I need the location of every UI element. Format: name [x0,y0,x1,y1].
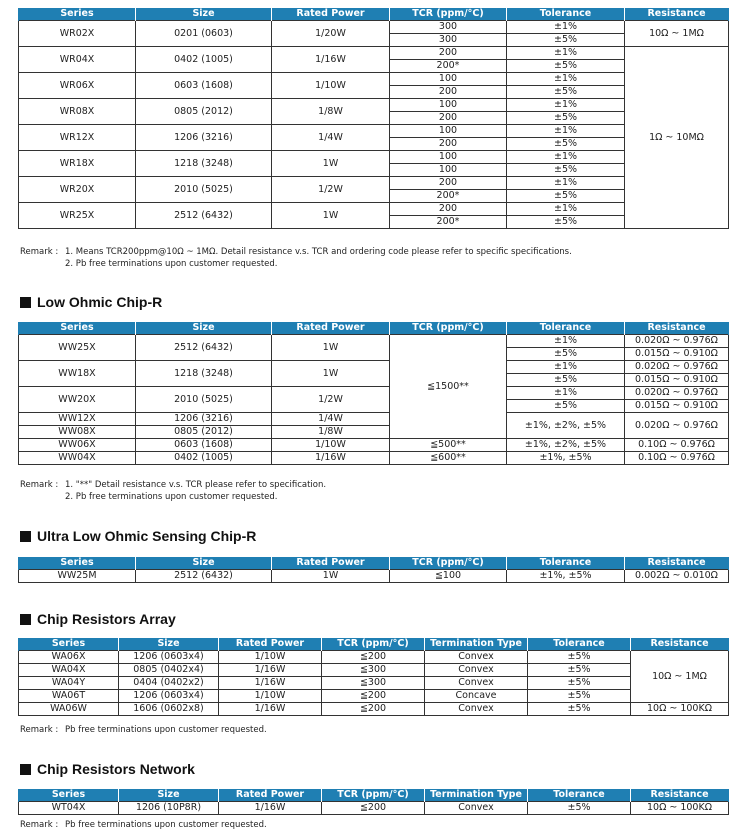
table-row [19,99,729,112]
cell-power: 1/16W [219,664,322,677]
cell-tolerance: ±5% [528,703,631,716]
square-bullet-icon [20,297,31,308]
cell-tcr: 100 [390,164,507,177]
cell-power: 1W [272,151,390,177]
cell-tcr: ≦200 [322,703,425,716]
col-series: Series [19,789,119,802]
cell-tolerance: ±5% [507,112,625,125]
cell-tcr: 200 [390,203,507,216]
cell-resistance: 0.10Ω ~ 0.976Ω [625,439,729,452]
table-row [19,452,729,465]
cell-size: 0201 (0603) [136,21,272,47]
cell-tolerance: ±1% [507,151,625,164]
cell-tcr: 200* [390,216,507,229]
table-row [19,361,729,374]
cell-tolerance: ±5% [507,164,625,177]
cell-power: 1/4W [272,413,390,426]
cell-size: 0402 (1005) [136,47,272,73]
table-row [19,677,729,690]
col-series: Series [19,638,119,651]
cell-series: WW18X [19,361,136,387]
col-size: Size [119,638,219,651]
cell-tcr: 200 [390,86,507,99]
cell-series: WR04X [19,47,136,73]
section-title-low-ohmic: Low Ohmic Chip-R [20,294,162,310]
cell-series: WA06X [19,651,119,664]
col-tolerance: Tolerance [507,322,625,335]
cell-power: 1/16W [219,677,322,690]
cell-tolerance: ±5% [507,34,625,47]
section-title-array: Chip Resistors Array [20,611,176,627]
cell-series: WR25X [19,203,136,229]
cell-resistance: 0.020Ω ~ 0.976Ω [625,413,729,439]
remark-label: Remark : [20,820,59,830]
cell-tcr: ≦200 [322,690,425,703]
cell-size: 0402 (1005) [136,452,272,465]
cell-tolerance: ±5% [528,664,631,677]
cell-tolerance: ±5% [528,651,631,664]
cell-tolerance: ±5% [528,802,631,815]
col-tcr: TCR (ppm/°C) [322,638,425,651]
cell-series: WR12X [19,125,136,151]
cell-resistance: 0.015Ω ~ 0.910Ω [625,374,729,387]
table-row [19,690,729,703]
cell-tolerance: ±1% [507,99,625,112]
col-power: Rated Power [219,789,322,802]
table-row [19,151,729,164]
cell-size: 0404 (0402x2) [119,677,219,690]
table-row [19,703,729,716]
col-tcr: TCR (ppm/°C) [390,8,507,21]
table-row [19,387,729,400]
cell-power: 1/10W [219,690,322,703]
remark-text: 2. Pb free terminations upon customer requested. [65,259,278,269]
cell-tolerance: ±1% [507,335,625,348]
remark-2 [20,479,326,503]
cell-series: WA06W [19,703,119,716]
cell-tolerance: ±5% [507,60,625,73]
cell-tolerance: ±5% [507,216,625,229]
col-size: Size [119,789,219,802]
col-termination: Termination Type [425,789,528,802]
ultra-low-ohmic-table [18,557,729,583]
cell-tcr: 100 [390,125,507,138]
cell-tolerance: ±5% [528,690,631,703]
cell-power: 1W [272,203,390,229]
table-row [19,570,729,583]
cell-series: WR08X [19,99,136,125]
cell-termination: Convex [425,664,528,677]
col-resistance: Resistance [631,789,729,802]
col-series: Series [19,8,136,21]
cell-tcr: 200* [390,60,507,73]
col-size: Size [136,8,272,21]
cell-size: 0805 (2012) [136,99,272,125]
cell-resistance: 0.015Ω ~ 0.910Ω [625,400,729,413]
cell-power: 1/16W [272,452,390,465]
low-ohmic-table [18,322,729,465]
cell-tolerance: ±5% [507,138,625,151]
cell-resistance: 0.020Ω ~ 0.976Ω [625,387,729,400]
table-row [19,125,729,138]
cell-power: 1/2W [272,177,390,203]
cell-tcr: 100 [390,151,507,164]
cell-size: 1606 (0602x8) [119,703,219,716]
cell-series: WR20X [19,177,136,203]
cell-termination: Convex [425,703,528,716]
cell-power: 1/2W [272,387,390,413]
cell-size: 1218 (3248) [136,361,272,387]
table-row [19,439,729,452]
table-row [19,335,729,348]
remark-text: 1. Means TCR200ppm@10Ω ~ 1MΩ. Detail resistance v.s. TCR and ordering code please refer to specific specifications. [65,247,572,257]
cell-resistance: 10Ω ~ 1MΩ [631,651,729,703]
cell-size: 1206 (0603x4) [119,651,219,664]
cell-series: WA04Y [19,677,119,690]
cell-series: WW25M [19,570,136,583]
cell-series: WW06X [19,439,136,452]
col-series: Series [19,557,136,570]
cell-resistance: 0.020Ω ~ 0.976Ω [625,361,729,374]
cell-power: 1/8W [272,99,390,125]
remark-text: Pb free terminations upon customer requested. [65,725,267,735]
cell-tolerance: ±1% [507,47,625,60]
cell-tolerance: ±1% [507,125,625,138]
cell-power: 1/16W [219,802,322,815]
table-row [19,413,729,426]
cell-size: 0805 (0402x4) [119,664,219,677]
table-header [19,789,729,802]
cell-size: 2010 (5025) [136,387,272,413]
cell-tolerance: ±1%, ±2%, ±5% [507,439,625,452]
cell-tcr: ≦300 [322,664,425,677]
cell-termination: Convex [425,677,528,690]
cell-size: 2512 (6432) [136,570,272,583]
cell-power: 1W [272,570,390,583]
col-resistance: Resistance [631,638,729,651]
col-size: Size [136,557,272,570]
col-tolerance: Tolerance [507,557,625,570]
col-resistance: Resistance [625,8,729,21]
col-resistance: Resistance [625,557,729,570]
cell-resistance: 0.002Ω ~ 0.010Ω [625,570,729,583]
cell-series: WT04X [19,802,119,815]
remark-label: Remark : [20,480,59,490]
col-tolerance: Tolerance [507,8,625,21]
cell-tcr: 200* [390,190,507,203]
col-tolerance: Tolerance [528,638,631,651]
chip-r-table [18,8,729,229]
cell-tolerance: ±1% [507,387,625,400]
col-tolerance: Tolerance [528,789,631,802]
col-power: Rated Power [219,638,322,651]
cell-resistance: 10Ω ~ 100KΩ [631,703,729,716]
col-tcr: TCR (ppm/°C) [390,557,507,570]
cell-tolerance: ±5% [507,400,625,413]
cell-size: 2512 (6432) [136,335,272,361]
cell-termination: Concave [425,690,528,703]
cell-tolerance: ±5% [507,348,625,361]
col-power: Rated Power [272,322,390,335]
cell-tcr: ≦500** [390,439,507,452]
cell-power: 1/10W [272,73,390,99]
col-tcr: TCR (ppm/°C) [322,789,425,802]
cell-tolerance: ±1%, ±5% [507,452,625,465]
table-header [19,322,729,335]
cell-tcr: ≦600** [390,452,507,465]
cell-size: 1206 (3216) [136,413,272,426]
cell-tcr: 300 [390,34,507,47]
remark-5 [20,819,267,831]
cell-power: 1/20W [272,21,390,47]
cell-tolerance: ±1% [507,73,625,86]
table-header [19,638,729,651]
cell-tolerance: ±1% [507,361,625,374]
cell-series: WR06X [19,73,136,99]
table-header [19,557,729,570]
cell-size: 2512 (6432) [136,203,272,229]
cell-power: 1W [272,335,390,361]
cell-resistance: 1Ω ~ 10MΩ [625,47,729,229]
cell-tolerance: ±5% [507,190,625,203]
remark-1 [20,246,572,270]
table-row [19,664,729,677]
cell-resistance: 0.015Ω ~ 0.910Ω [625,348,729,361]
cell-tcr: ≦200 [322,802,425,815]
square-bullet-icon [20,531,31,542]
cell-power: 1/10W [272,439,390,452]
col-power: Rated Power [272,8,390,21]
cell-tcr: 300 [390,21,507,34]
cell-tolerance: ±5% [507,86,625,99]
table-row [19,651,729,664]
cell-tcr: 200 [390,138,507,151]
cell-resistance: 10Ω ~ 1MΩ [625,21,729,47]
cell-size: 0603 (1608) [136,439,272,452]
cell-termination: Convex [425,651,528,664]
cell-series: WR18X [19,151,136,177]
cell-power: 1/10W [219,651,322,664]
cell-tolerance: ±5% [507,374,625,387]
cell-resistance: 10Ω ~ 100KΩ [631,802,729,815]
remark-label: Remark : [20,725,59,735]
cell-power: 1/16W [219,703,322,716]
array-table [18,638,729,716]
section-title-ultra-low-ohmic: Ultra Low Ohmic Sensing Chip-R [20,528,256,544]
col-termination: Termination Type [425,638,528,651]
square-bullet-icon [20,614,31,625]
cell-power: 1/8W [272,426,390,439]
network-table [18,789,729,815]
col-power: Rated Power [272,557,390,570]
cell-resistance: 0.020Ω ~ 0.976Ω [625,335,729,348]
cell-tcr: 100 [390,99,507,112]
col-resistance: Resistance [625,322,729,335]
cell-resistance: 0.10Ω ~ 0.976Ω [625,452,729,465]
cell-tcr: 100 [390,73,507,86]
cell-size: 2010 (5025) [136,177,272,203]
cell-tcr: 200 [390,47,507,60]
cell-series: WA06T [19,690,119,703]
remark-text: 2. Pb free terminations upon customer requested. [65,492,278,502]
table-header [19,8,729,21]
cell-power: 1/4W [272,125,390,151]
cell-size: 0603 (1608) [136,73,272,99]
cell-tcr: ≦1500** [390,335,507,439]
cell-series: WA04X [19,664,119,677]
cell-power: 1W [272,361,390,387]
cell-tolerance: ±1% [507,177,625,190]
cell-tcr: ≦100 [390,570,507,583]
square-bullet-icon [20,764,31,775]
cell-termination: Convex [425,802,528,815]
remark-4 [20,724,267,736]
table-row [19,203,729,216]
cell-size: 1206 (3216) [136,125,272,151]
section-title-network: Chip Resistors Network [20,761,195,777]
cell-tcr: 200 [390,112,507,125]
cell-power: 1/16W [272,47,390,73]
remark-text: 1. "**" Detail resistance v.s. TCR please refer to specification. [65,480,327,490]
table-row [19,177,729,190]
cell-size: 0805 (2012) [136,426,272,439]
table-row [19,21,729,34]
cell-series: WW12X [19,413,136,426]
cell-series: WR02X [19,21,136,47]
cell-size: 1206 (10P8R) [119,802,219,815]
cell-size: 1218 (3248) [136,151,272,177]
table-row [19,47,729,60]
cell-series: WW20X [19,387,136,413]
remark-label: Remark : [20,247,59,257]
table-row [19,73,729,86]
cell-tolerance: ±1% [507,203,625,216]
cell-tolerance: ±1%, ±5% [507,570,625,583]
cell-size: 1206 (0603x4) [119,690,219,703]
table-row [19,802,729,815]
cell-series: WW25X [19,335,136,361]
remark-text: Pb free terminations upon customer requested. [65,820,267,830]
cell-series: WW08X [19,426,136,439]
cell-tolerance: ±1% [507,21,625,34]
cell-tcr: ≦300 [322,677,425,690]
col-size: Size [136,322,272,335]
cell-tolerance: ±1%, ±2%, ±5% [507,413,625,439]
col-tcr: TCR (ppm/°C) [390,322,507,335]
cell-tolerance: ±5% [528,677,631,690]
cell-tcr: 200 [390,177,507,190]
col-series: Series [19,322,136,335]
cell-series: WW04X [19,452,136,465]
cell-tcr: ≦200 [322,651,425,664]
